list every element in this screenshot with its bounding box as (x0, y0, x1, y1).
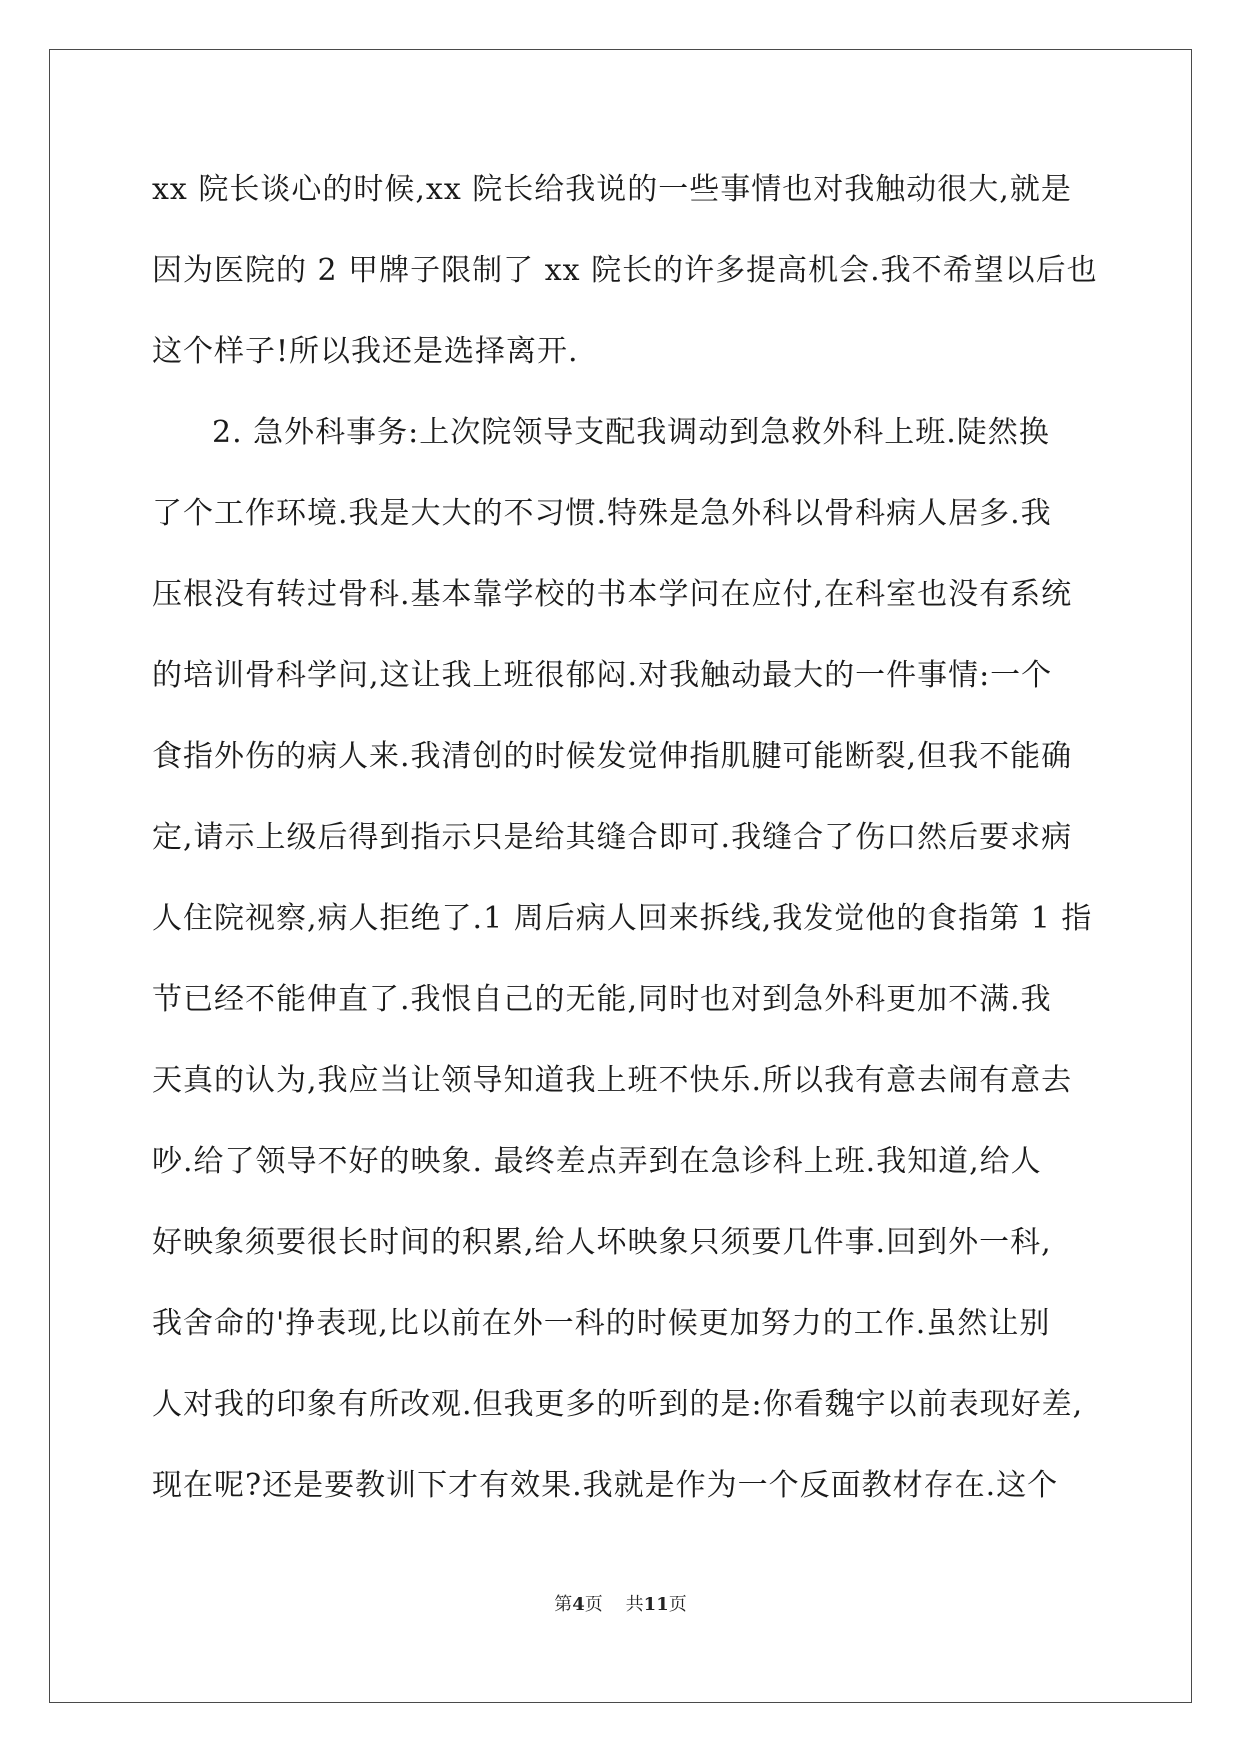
text-line: 我舍命的'挣表现,比以前在外一科的时候更加努力的工作.虽然让别 (152, 1306, 1051, 1341)
body-text (152, 160, 1098, 1537)
footer-page-suffix: 页 (584, 1594, 603, 1615)
text-line: 2. 急外科事务:上次院领导支配我调动到急救外科上班.陡然换 (212, 415, 1050, 450)
page-number: 4 (572, 1594, 585, 1615)
text-line: 人住院视察,病人拒绝了.1 周后病人回来拆线,我发觉他的食指第 1 指 (152, 901, 1093, 936)
text-line: 吵.给了领导不好的映象. 最终差点弄到在急诊科上班.我知道,给人 (152, 1144, 1042, 1179)
total-pages: 11 (643, 1594, 669, 1615)
text-line: 食指外伤的病人来.我清创的时候发觉伸指肌腱可能断裂,但我不能确 (152, 739, 1073, 774)
text-line: 这个样子!所以我还是选择离开. (152, 334, 579, 369)
text-line: 人对我的印象有所改观.但我更多的听到的是:你看魏宇以前表现好差, (152, 1387, 1084, 1422)
footer-total-suffix: 页 (668, 1594, 687, 1615)
text-line: xx 院长谈心的时候,xx 院长给我说的一些事情也对我触动很大,就是 (152, 172, 1072, 207)
text-line: 天真的认为,我应当让领导知道我上班不快乐.所以我有意去闹有意去 (152, 1063, 1073, 1098)
text-line: 好映象须要很长时间的积累,给人坏映象只须要几件事.回到外一科, (152, 1225, 1052, 1260)
text-line: 了个工作环境.我是大大的不习惯.特殊是急外科以骨科病人居多.我 (152, 496, 1052, 531)
footer-prefix: 第 (554, 1594, 573, 1615)
text-line: 定,请示上级后得到指示只是给其缝合即可.我缝合了伤口然后要求病 (152, 820, 1073, 855)
page-footer (0, 1590, 1241, 1616)
text-line: 现在呢?还是要教训下才有效果.我就是作为一个反面教材存在.这个 (152, 1468, 1059, 1503)
footer-total-prefix: 共 (625, 1594, 644, 1615)
text-line: 节已经不能伸直了.我恨自己的无能,同时也对到急外科更加不满.我 (152, 982, 1052, 1017)
text-line: 压根没有转过骨科.基本靠学校的书本学问在应付,在科室也没有系统 (152, 577, 1073, 612)
text-line: 因为医院的 2 甲牌子限制了 xx 院长的许多提高机会.我不希望以后也 (152, 253, 1098, 288)
text-line: 的培训骨科学问,这让我上班很郁闷.对我触动最大的一件事情:一个 (152, 658, 1053, 693)
